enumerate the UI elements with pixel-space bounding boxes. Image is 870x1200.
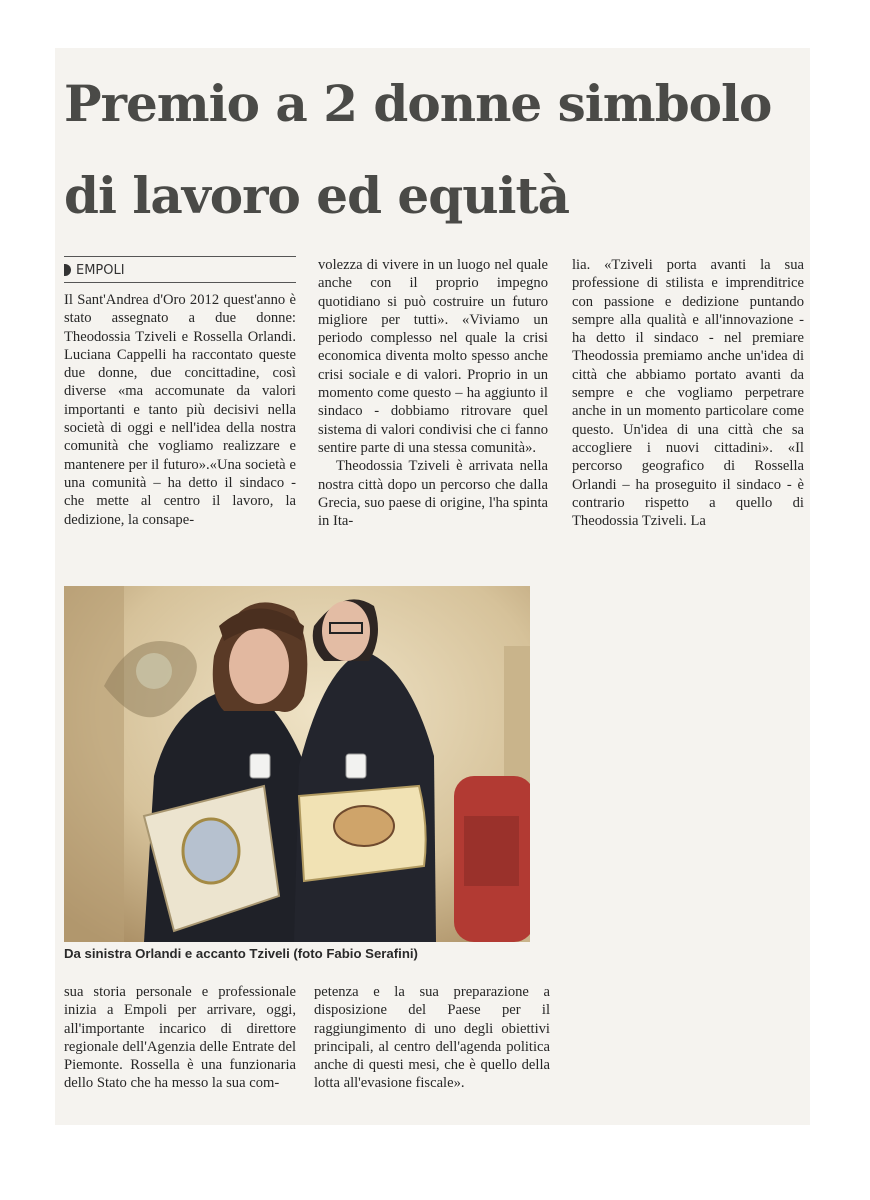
column-1-text: Il Sant'Andrea d'Oro 2012 quest'anno è stato assegnato a due donne: Theodossia Tziveli e Rossella Orlandi. Luciana Cappelli ha raccontato queste due donne, due concittadine, così diverse «ma accomunate da valori importanti e tanto più decisivi nella società di oggi e nell'idea della nostra comunità che vogliamo realizzare e mantenere per il futuro».«Una società e una comunità – ha detto il sindaco - che mette al centro il lavoro, la dedizione, la consape- [64,292,296,528]
column-3-text: lia. «Tziveli porta avanti la sua professione di stilista e imprenditrice con passione e dedizione puntando sempre alla qualità e all'innovazione - ha detto il sindaco - nel premiare Theodossia premiamo anche un'idea di città che abbiamo portato avanti da sempre e che vogliamo perpetrare anche in un momento particolare come questo. Un'idea di una città che sa accogliere i nuovi cittadini». «Il percorso geografico di Rossella Orlandi – ha proseguito il sindaco - è contrario rispetto a quello di Theodossia Tziveli. La [572,257,804,530]
section-bullet-icon [64,264,71,276]
award-photo [64,586,530,942]
section-rule-bottom [64,282,296,283]
article-column-bottom-2 [314,983,550,1093]
headline-line-2: di lavoro ed equità [64,166,570,225]
article-column-2 [318,256,548,530]
column-2-text-a: volezza di vivere in un luogo nel quale anche con il proprio impegno quotidiano si può costruire un futuro migliore per tutti». «Viviamo un periodo complesso nel quale la crisi economica diventa molto spesso anche crisi sociale e di valori. Proprio in un momento come questo – ha aggiunto il sindaco - dobbiamo ritrovare quel sistema di valori condivisi che ci fanno sentire parte di una stessa comunità». [318,257,548,456]
photo-caption: Da sinistra Orlandi e accanto Tziveli (foto Fabio Serafini) [64,946,418,961]
article-column-1 [64,291,296,529]
bottom-1-text: sua storia personale e professionale inizia a Empoli per arrivare, oggi, all'importante incarico di direttore regionale dell'Agenzia delle Entrate del Piemonte. Rossella è una funzionaria dello Stato che ha messo la sua com- [64,984,296,1092]
section-label [64,260,125,280]
article-column-bottom-1 [64,983,296,1093]
section-label-text: EMPOLI [76,262,125,278]
headline-line-1: Premio a 2 donne simbolo [64,74,772,133]
section-rule-top [64,256,296,257]
article-column-3 [572,256,804,530]
headline [64,58,804,242]
bottom-2-text: petenza e la sua preparazione a disposizione del Paese per il raggiungimento di uno degli obiettivi principali, al centro dell'agenda politica anche di questi mesi, che è quello della lotta all'evasione fiscale». [314,984,550,1092]
column-2-text-b: Theodossia Tziveli è arrivata nella nostra città dopo un percorso che dalla Grecia, suo paese di origine, l'ha spinta in Ita- [318,458,548,530]
